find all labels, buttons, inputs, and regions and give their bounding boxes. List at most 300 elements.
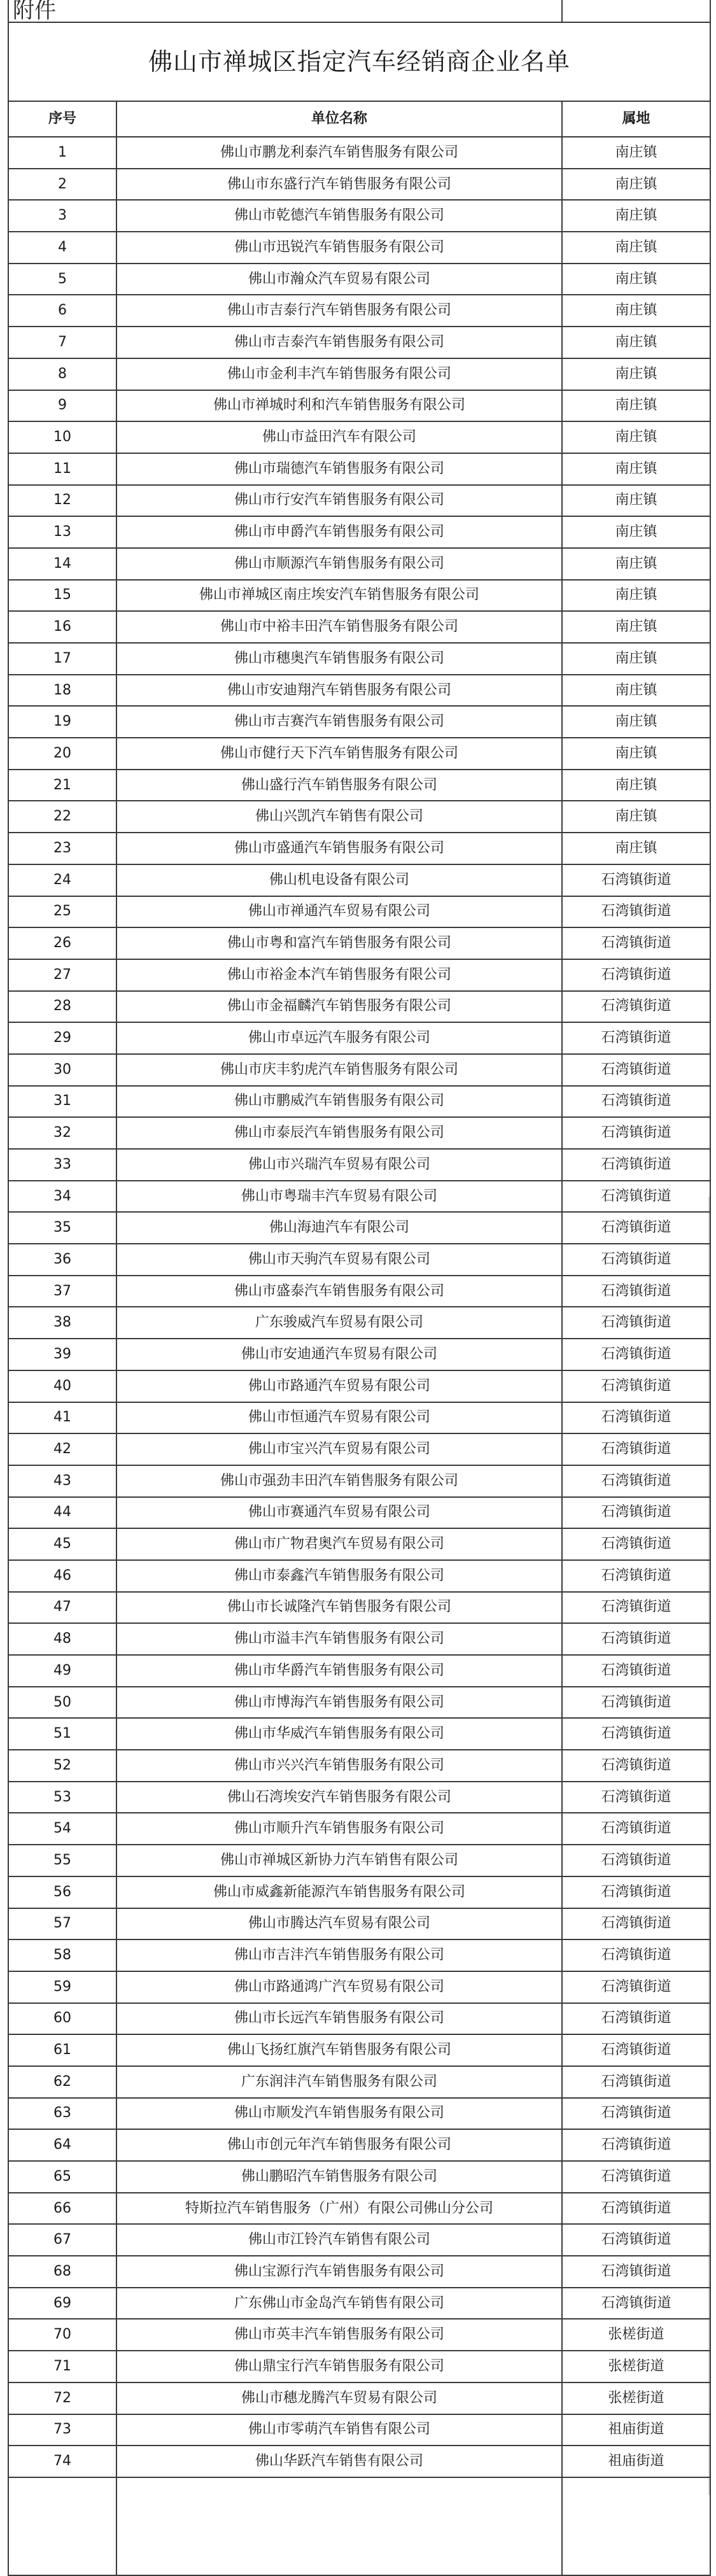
cell-location: 石湾镇街道 [562, 1307, 710, 1339]
cell-serial-number: 42 [8, 1433, 116, 1465]
cell-serial-number: 2 [8, 169, 116, 201]
cell-serial-number: 53 [8, 1782, 116, 1813]
table-row [8, 611, 710, 643]
cell-location: 南庄镇 [562, 548, 710, 580]
cell-location: 南庄镇 [562, 770, 710, 801]
cell-company-name: 佛山市赛通汽车贸易有限公司 [116, 1497, 562, 1529]
cell-serial-number: 41 [8, 1402, 116, 1434]
cell-serial-number: 38 [8, 1307, 116, 1339]
cell-location: 南庄镇 [562, 738, 710, 770]
cell-serial-number: 1 [8, 137, 116, 169]
cell-company-name: 佛山市粤瑞丰汽车贸易有限公司 [116, 1181, 562, 1213]
cell-company-name: 佛山市路通鸿广汽车贸易有限公司 [116, 1971, 562, 2003]
dealer-table [8, 0, 711, 2576]
cell-location: 石湾镇街道 [562, 1971, 710, 2003]
cell-company-name: 佛山市申爵汽车销售服务有限公司 [116, 516, 562, 548]
cell-location: 石湾镇街道 [562, 1276, 710, 1307]
cell-location: 石湾镇街道 [562, 1813, 710, 1845]
table-row [8, 1845, 710, 1876]
cell-company-name: 佛山市泰辰汽车销售服务有限公司 [116, 1117, 562, 1149]
cell-serial-number: 46 [8, 1560, 116, 1592]
table-row [8, 1718, 710, 1750]
table-row [8, 2193, 710, 2225]
table-row [8, 358, 710, 390]
cell-location: 石湾镇街道 [562, 1022, 710, 1054]
cell-company-name: 佛山市创元年汽车销售服务有限公司 [116, 2129, 562, 2161]
cell-location: 石湾镇街道 [562, 1655, 710, 1687]
cell-serial-number: 18 [8, 675, 116, 707]
table-row [8, 1528, 710, 1560]
cell-company-name: 佛山市顺升汽车销售服务有限公司 [116, 1813, 562, 1845]
cell-serial-number: 39 [8, 1339, 116, 1370]
cell-serial-number: 28 [8, 991, 116, 1023]
cell-location: 南庄镇 [562, 580, 710, 612]
cell-serial-number: 4 [8, 232, 116, 264]
cell-company-name: 佛山市宝兴汽车贸易有限公司 [116, 1433, 562, 1465]
table-row [8, 1655, 710, 1687]
cell-location: 南庄镇 [562, 264, 710, 295]
document-title: 佛山市禅城区指定汽车经销商企业名单 [8, 22, 710, 101]
cell-company-name: 广东骏威汽车贸易有限公司 [116, 1307, 562, 1339]
cell-company-name: 佛山市博海汽车销售服务有限公司 [116, 1687, 562, 1719]
cell-location: 南庄镇 [562, 485, 710, 517]
cell-company-name: 佛山市庆丰豹虎汽车销售服务有限公司 [116, 1054, 562, 1086]
table-row [8, 1465, 710, 1497]
cell-location: 南庄镇 [562, 833, 710, 864]
table-row [8, 738, 710, 770]
cell-serial-number: 20 [8, 738, 116, 770]
table-row [8, 706, 710, 738]
cell-location: 南庄镇 [562, 200, 710, 232]
cell-company-name: 佛山市零萌汽车销售有限公司 [116, 2414, 562, 2446]
cell-serial-number: 35 [8, 1212, 116, 1244]
empty-cell [8, 2477, 116, 2575]
cell-serial-number: 15 [8, 580, 116, 612]
cell-serial-number: 26 [8, 927, 116, 959]
table-row [8, 1212, 710, 1244]
table-row [8, 485, 710, 517]
cell-location: 南庄镇 [562, 421, 710, 453]
cell-location: 祖庙街道 [562, 2414, 710, 2446]
cell-serial-number: 24 [8, 864, 116, 896]
empty-cell [562, 2477, 710, 2575]
table-row [8, 2003, 710, 2035]
cell-serial-number: 34 [8, 1181, 116, 1213]
cell-location: 石湾镇街道 [562, 2066, 710, 2098]
table-row [8, 1022, 710, 1054]
cell-company-name: 佛山市粤和富汽车销售服务有限公司 [116, 927, 562, 959]
cell-company-name: 佛山市穗奥汽车销售服务有限公司 [116, 643, 562, 675]
cell-location: 石湾镇街道 [562, 2224, 710, 2256]
cell-company-name: 佛山石湾埃安汽车销售服务有限公司 [116, 1782, 562, 1813]
cell-company-name: 佛山鼎宝行汽车销售服务有限公司 [116, 2351, 562, 2382]
cell-company-name: 佛山市兴兴汽车销售服务有限公司 [116, 1750, 562, 1782]
table-row [8, 169, 710, 201]
cell-serial-number: 68 [8, 2256, 116, 2288]
cell-location: 石湾镇街道 [562, 1402, 710, 1434]
cell-serial-number: 7 [8, 327, 116, 358]
cell-company-name: 佛山市中裕丰田汽车销售服务有限公司 [116, 611, 562, 643]
cell-location: 石湾镇街道 [562, 1433, 710, 1465]
cell-company-name: 佛山市金利丰汽车销售服务有限公司 [116, 358, 562, 390]
table-row [8, 1560, 710, 1592]
cell-company-name: 佛山市顺源汽车销售服务有限公司 [116, 548, 562, 580]
cell-serial-number: 23 [8, 833, 116, 864]
cell-company-name: 佛山市吉泰行汽车销售服务有限公司 [116, 295, 562, 327]
table-row [8, 1592, 710, 1624]
cell-location: 南庄镇 [562, 137, 710, 169]
cell-location: 石湾镇街道 [562, 927, 710, 959]
table-row [8, 1782, 710, 1813]
table-row [8, 2161, 710, 2193]
cell-serial-number: 6 [8, 295, 116, 327]
cell-serial-number: 17 [8, 643, 116, 675]
table-row [8, 2288, 710, 2319]
cell-company-name: 佛山机电设备有限公司 [116, 864, 562, 896]
table-row [8, 516, 710, 548]
cell-location: 南庄镇 [562, 453, 710, 485]
cell-company-name: 佛山兴凯汽车销售有限公司 [116, 801, 562, 833]
cell-serial-number: 31 [8, 1086, 116, 1118]
table-row [8, 390, 710, 422]
cell-location: 南庄镇 [562, 706, 710, 738]
cell-location: 南庄镇 [562, 232, 710, 264]
cell-serial-number: 44 [8, 1497, 116, 1529]
cell-serial-number: 50 [8, 1687, 116, 1719]
cell-company-name: 佛山市瑞德汽车销售服务有限公司 [116, 453, 562, 485]
cell-serial-number: 29 [8, 1022, 116, 1054]
cell-location: 石湾镇街道 [562, 1244, 710, 1276]
table-row [8, 200, 710, 232]
cell-location: 石湾镇街道 [562, 1339, 710, 1370]
cell-location: 石湾镇街道 [562, 1623, 710, 1655]
cell-serial-number: 25 [8, 896, 116, 928]
table-row [8, 2224, 710, 2256]
cell-company-name: 佛山市裕金本汽车销售服务有限公司 [116, 959, 562, 991]
cell-serial-number: 21 [8, 770, 116, 801]
cell-company-name: 佛山市行安汽车销售服务有限公司 [116, 485, 562, 517]
cell-company-name: 佛山市广物君奥汽车贸易有限公司 [116, 1528, 562, 1560]
cell-serial-number: 73 [8, 2414, 116, 2446]
cell-company-name: 佛山市强劲丰田汽车销售服务有限公司 [116, 1465, 562, 1497]
cell-location: 石湾镇街道 [562, 1908, 710, 1940]
cell-company-name: 佛山市江铃汽车销售有限公司 [116, 2224, 562, 2256]
table-row [8, 1054, 710, 1086]
cell-serial-number: 49 [8, 1655, 116, 1687]
empty-cell [116, 2477, 562, 2575]
table-row [8, 232, 710, 264]
cell-serial-number: 19 [8, 706, 116, 738]
cell-serial-number: 37 [8, 1276, 116, 1307]
cell-serial-number: 36 [8, 1244, 116, 1276]
cell-serial-number: 10 [8, 421, 116, 453]
cell-company-name: 佛山市华威汽车销售服务有限公司 [116, 1718, 562, 1750]
cell-location: 石湾镇街道 [562, 1086, 710, 1118]
cell-location: 南庄镇 [562, 169, 710, 201]
table-row [8, 1339, 710, 1370]
cell-company-name: 佛山宝源行汽车销售服务有限公司 [116, 2256, 562, 2288]
cell-serial-number: 5 [8, 264, 116, 295]
cell-serial-number: 67 [8, 2224, 116, 2256]
cell-location: 石湾镇街道 [562, 2003, 710, 2035]
table-row [8, 1876, 710, 1908]
cell-company-name: 佛山鹏昭汽车销售服务有限公司 [116, 2161, 562, 2193]
table-row [8, 327, 710, 358]
cell-location: 石湾镇街道 [562, 1939, 710, 1971]
cell-location: 石湾镇街道 [562, 1718, 710, 1750]
cell-serial-number: 51 [8, 1718, 116, 1750]
cell-company-name: 佛山市禅城区新协力汽车销售有限公司 [116, 1845, 562, 1876]
cell-serial-number: 65 [8, 2161, 116, 2193]
cell-location: 石湾镇街道 [562, 1876, 710, 1908]
table-row [8, 580, 710, 612]
cell-serial-number: 12 [8, 485, 116, 517]
cell-company-name: 佛山市东盛行汽车销售服务有限公司 [116, 169, 562, 201]
table-row [8, 137, 710, 169]
table-row [8, 1276, 710, 1307]
cell-company-name: 佛山市吉沣汽车销售服务有限公司 [116, 1939, 562, 1971]
cell-company-name: 佛山市乾德汽车销售服务有限公司 [116, 200, 562, 232]
cell-serial-number: 54 [8, 1813, 116, 1845]
table-row [8, 1244, 710, 1276]
annex-row [8, 0, 710, 22]
table-row [8, 1117, 710, 1149]
cell-serial-number: 14 [8, 548, 116, 580]
cell-location: 石湾镇街道 [562, 991, 710, 1023]
cell-location: 石湾镇街道 [562, 959, 710, 991]
cell-location: 南庄镇 [562, 643, 710, 675]
cell-serial-number: 45 [8, 1528, 116, 1560]
table-row [8, 2351, 710, 2382]
table-row [8, 1750, 710, 1782]
cell-company-name: 佛山华跃汽车销售有限公司 [116, 2446, 562, 2477]
cell-company-name: 佛山市鹏龙利泰汽车销售服务有限公司 [116, 137, 562, 169]
cell-serial-number: 72 [8, 2382, 116, 2414]
table-row [8, 896, 710, 928]
cell-location: 石湾镇街道 [562, 1560, 710, 1592]
table-row [8, 295, 710, 327]
cell-serial-number: 63 [8, 2098, 116, 2130]
cell-location: 石湾镇街道 [562, 2161, 710, 2193]
annex-row-blank-cell [562, 0, 710, 22]
cell-serial-number: 71 [8, 2351, 116, 2382]
cell-serial-number: 60 [8, 2003, 116, 2035]
cell-company-name: 佛山市安迪通汽车贸易有限公司 [116, 1339, 562, 1370]
cell-location: 石湾镇街道 [562, 1528, 710, 1560]
cell-location: 石湾镇街道 [562, 1054, 710, 1086]
cell-serial-number: 32 [8, 1117, 116, 1149]
cell-location: 南庄镇 [562, 675, 710, 707]
cell-serial-number: 62 [8, 2066, 116, 2098]
cell-location: 南庄镇 [562, 327, 710, 358]
table-row [8, 927, 710, 959]
cell-serial-number: 58 [8, 1939, 116, 1971]
table-row [8, 453, 710, 485]
table-row [8, 421, 710, 453]
table-row [8, 2066, 710, 2098]
cell-serial-number: 22 [8, 801, 116, 833]
cell-company-name: 特斯拉汽车销售服务（广州）有限公司佛山分公司 [116, 2193, 562, 2225]
cell-company-name: 佛山市穗龙腾汽车贸易有限公司 [116, 2382, 562, 2414]
cell-company-name: 佛山市迅锐汽车销售服务有限公司 [116, 232, 562, 264]
cell-company-name: 佛山市路通汽车贸易有限公司 [116, 1370, 562, 1402]
cell-company-name: 佛山市溢丰汽车销售服务有限公司 [116, 1623, 562, 1655]
cell-serial-number: 59 [8, 1971, 116, 2003]
cell-company-name: 佛山市长诚隆汽车销售服务有限公司 [116, 1592, 562, 1624]
cell-company-name: 佛山市卓远汽车服务有限公司 [116, 1022, 562, 1054]
header-company-name: 单位名称 [116, 101, 562, 137]
cell-serial-number: 47 [8, 1592, 116, 1624]
cell-location: 石湾镇街道 [562, 1117, 710, 1149]
cell-location: 石湾镇街道 [562, 1370, 710, 1402]
cell-company-name: 佛山市禅城时利和汽车销售服务有限公司 [116, 390, 562, 422]
table-row [8, 264, 710, 295]
cell-serial-number: 57 [8, 1908, 116, 1940]
table-row [8, 1908, 710, 1940]
cell-serial-number: 66 [8, 2193, 116, 2225]
table-row [8, 801, 710, 833]
cell-location: 南庄镇 [562, 801, 710, 833]
cell-location: 张槎街道 [562, 2351, 710, 2382]
cell-serial-number: 55 [8, 1845, 116, 1876]
cell-serial-number: 9 [8, 390, 116, 422]
cell-location: 石湾镇街道 [562, 1465, 710, 1497]
cell-location: 石湾镇街道 [562, 1750, 710, 1782]
cell-serial-number: 13 [8, 516, 116, 548]
cell-company-name: 佛山海迪汽车有限公司 [116, 1212, 562, 1244]
cell-company-name: 佛山市长远汽车销售服务有限公司 [116, 2003, 562, 2035]
cell-company-name: 佛山市禅城区南庄埃安汽车销售服务有限公司 [116, 580, 562, 612]
table-row [8, 833, 710, 864]
cell-location: 石湾镇街道 [562, 2193, 710, 2225]
header-location: 属地 [562, 101, 710, 137]
cell-company-name: 佛山市瀚众汽车贸易有限公司 [116, 264, 562, 295]
cell-company-name: 佛山盛行汽车销售服务有限公司 [116, 770, 562, 801]
table-row [8, 2034, 710, 2066]
cell-location: 石湾镇街道 [562, 2034, 710, 2066]
cell-company-name: 佛山市天驹汽车贸易有限公司 [116, 1244, 562, 1276]
cell-company-name: 佛山市英丰汽车销售服务有限公司 [116, 2319, 562, 2351]
empty-trailing-row [8, 2477, 710, 2575]
cell-company-name: 佛山市益田汽车有限公司 [116, 421, 562, 453]
table-row [8, 643, 710, 675]
table-row [8, 2129, 710, 2161]
table-row [8, 864, 710, 896]
cell-location: 南庄镇 [562, 611, 710, 643]
cell-company-name: 佛山市威鑫新能源汽车销售服务有限公司 [116, 1876, 562, 1908]
cell-company-name: 佛山市腾达汽车贸易有限公司 [116, 1908, 562, 1940]
cell-serial-number: 30 [8, 1054, 116, 1086]
table-row [8, 1402, 710, 1434]
cell-location: 石湾镇街道 [562, 1212, 710, 1244]
cell-serial-number: 8 [8, 358, 116, 390]
cell-serial-number: 40 [8, 1370, 116, 1402]
cell-serial-number: 69 [8, 2288, 116, 2319]
cell-serial-number: 43 [8, 1465, 116, 1497]
table-header-row [8, 101, 710, 137]
cell-serial-number: 52 [8, 1750, 116, 1782]
cell-serial-number: 11 [8, 453, 116, 485]
cell-serial-number: 48 [8, 1623, 116, 1655]
cell-serial-number: 74 [8, 2446, 116, 2477]
cell-serial-number: 64 [8, 2129, 116, 2161]
cell-company-name: 佛山市盛通汽车销售服务有限公司 [116, 833, 562, 864]
cell-company-name: 佛山飞扬红旗汽车销售服务有限公司 [116, 2034, 562, 2066]
cell-location: 南庄镇 [562, 358, 710, 390]
table-row [8, 1497, 710, 1529]
cell-company-name: 佛山市鹏威汽车销售服务有限公司 [116, 1086, 562, 1118]
table-row [8, 959, 710, 991]
table-row [8, 2414, 710, 2446]
cell-company-name: 佛山市禅通汽车贸易有限公司 [116, 896, 562, 928]
table-row [8, 1939, 710, 1971]
table-row [8, 1623, 710, 1655]
cell-location: 石湾镇街道 [562, 2129, 710, 2161]
cell-company-name: 佛山市盛泰汽车销售服务有限公司 [116, 1276, 562, 1307]
cell-company-name: 佛山市华爵汽车销售服务有限公司 [116, 1655, 562, 1687]
cell-location: 石湾镇街道 [562, 1497, 710, 1529]
cell-company-name: 佛山市恒通汽车贸易有限公司 [116, 1402, 562, 1434]
cell-serial-number: 3 [8, 200, 116, 232]
cell-location: 石湾镇街道 [562, 2256, 710, 2288]
cell-serial-number: 70 [8, 2319, 116, 2351]
cell-company-name: 佛山市吉赛汽车销售服务有限公司 [116, 706, 562, 738]
table-row [8, 991, 710, 1023]
table-row [8, 1687, 710, 1719]
cell-serial-number: 61 [8, 2034, 116, 2066]
cell-company-name: 佛山市泰鑫汽车销售服务有限公司 [116, 1560, 562, 1592]
table-row [8, 2446, 710, 2477]
table-row [8, 548, 710, 580]
cell-location: 南庄镇 [562, 295, 710, 327]
cell-location: 石湾镇街道 [562, 2098, 710, 2130]
cell-company-name: 佛山市安迪翔汽车销售服务有限公司 [116, 675, 562, 707]
table-row [8, 1971, 710, 2003]
table-row [8, 1086, 710, 1118]
table-row [8, 1370, 710, 1402]
cell-location: 祖庙街道 [562, 2446, 710, 2477]
table-row [8, 1307, 710, 1339]
title-row [8, 22, 710, 101]
cell-location: 石湾镇街道 [562, 1181, 710, 1213]
cell-serial-number: 56 [8, 1876, 116, 1908]
cell-company-name: 佛山市顺发汽车销售服务有限公司 [116, 2098, 562, 2130]
cell-serial-number: 27 [8, 959, 116, 991]
cell-location: 南庄镇 [562, 516, 710, 548]
cell-company-name: 佛山市金福麟汽车销售服务有限公司 [116, 991, 562, 1023]
table-row [8, 2098, 710, 2130]
cell-location: 石湾镇街道 [562, 864, 710, 896]
table-row [8, 1813, 710, 1845]
cell-company-name: 佛山市健行天下汽车销售服务有限公司 [116, 738, 562, 770]
cell-location: 石湾镇街道 [562, 896, 710, 928]
table-row [8, 2256, 710, 2288]
table-row [8, 2382, 710, 2414]
table-row [8, 675, 710, 707]
cell-location: 南庄镇 [562, 390, 710, 422]
cell-location: 石湾镇街道 [562, 1782, 710, 1813]
table-row [8, 1433, 710, 1465]
cell-location: 石湾镇街道 [562, 1592, 710, 1624]
cell-serial-number: 16 [8, 611, 116, 643]
cell-serial-number: 33 [8, 1149, 116, 1181]
table-row [8, 1181, 710, 1213]
cell-company-name: 佛山市兴瑞汽车贸易有限公司 [116, 1149, 562, 1181]
annex-label: 附件 [8, 0, 562, 22]
table-row [8, 770, 710, 801]
cell-company-name: 佛山市吉泰汽车销售服务有限公司 [116, 327, 562, 358]
table-row [8, 2319, 710, 2351]
